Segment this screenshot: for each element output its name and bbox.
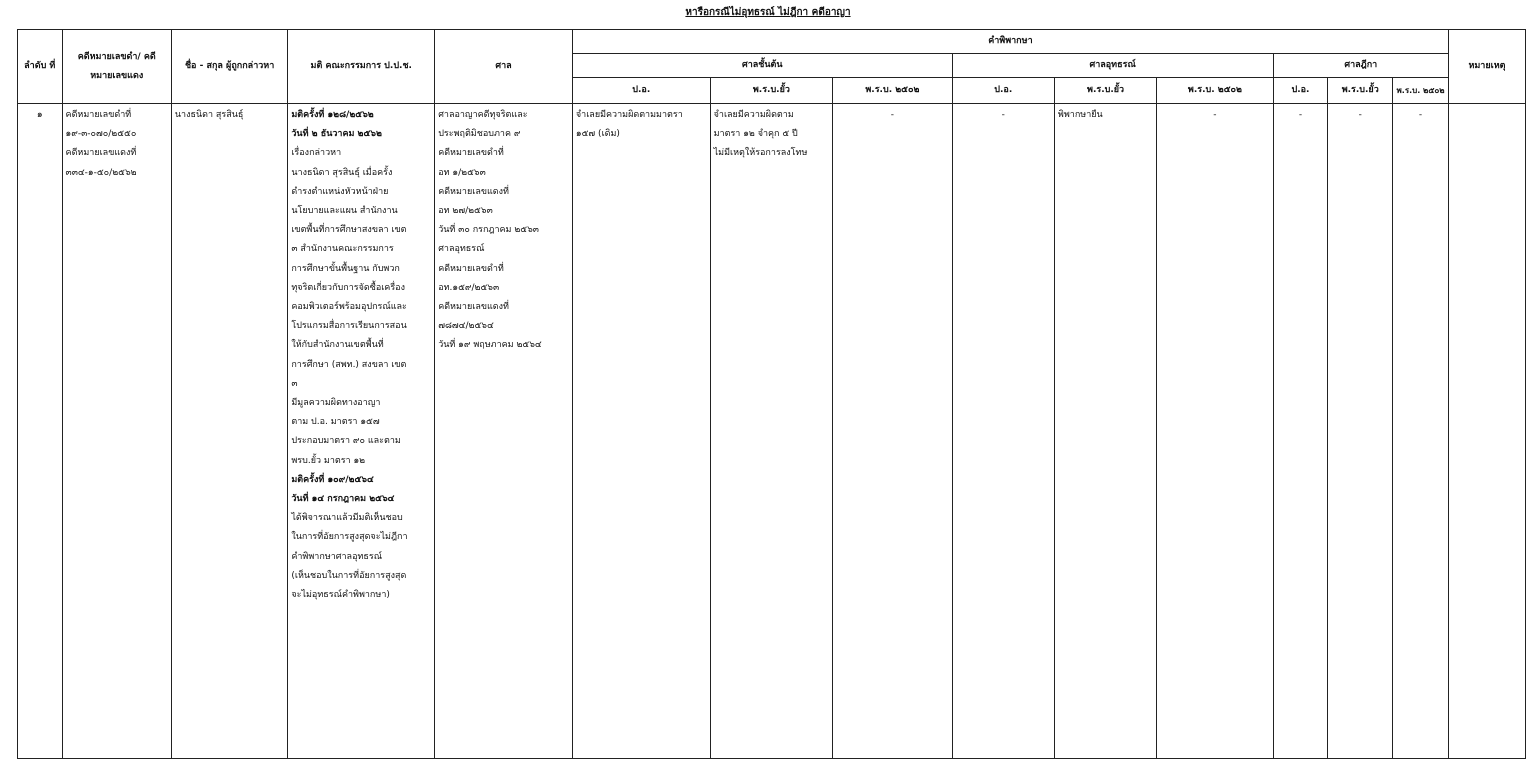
case-line: ๓๓๔-๑-๕๐/๒๕๖๒	[65, 167, 137, 178]
header-appeal-court: ศาลอุทธรณ์	[952, 54, 1273, 78]
court-line: คดีหมายเลขแดงที่	[438, 302, 509, 313]
case-line: คดีหมายเลขแดงที่	[65, 148, 137, 159]
court-line: ศาลอาญาคดีทุจริตและ	[438, 110, 528, 120]
document-title: หารือกรณีไม่อุทธรณ์ ไม่ฎีกา คดีอาญา	[685, 7, 851, 18]
court-line: ประพฤติมิชอบภาค ๙	[438, 129, 521, 140]
cell-court	[435, 104, 573, 759]
resolution-line: ทุจริตเกี่ยวกับการจัดซื้อเครื่อง	[291, 282, 405, 293]
resolution-line: พรบ.ยั้ว มาตรา ๑๒	[291, 455, 366, 466]
header-resolution: มติ คณะกรรมการ ป.ป.ช.	[288, 30, 435, 104]
resolution-line: มติครั้งที่ ๑๐๙/๒๕๖๔	[291, 474, 374, 485]
header-appeal-2502: พ.ร.บ. ๒๕๐๒	[1157, 78, 1273, 104]
header-first-pa: ป.อ.	[572, 78, 710, 104]
court-line: ๗๘๗๔/๒๕๖๔	[438, 321, 494, 332]
header-court: ศาล	[435, 30, 573, 104]
cell-name: นางธนิดา สุรสินธุ์	[171, 104, 287, 759]
header-no: ลำดับ ที่	[18, 30, 63, 104]
cell-appeal-pa: -	[952, 104, 1054, 759]
header-first-court: ศาลชั้นต้น	[572, 54, 952, 78]
header-supreme-pa: ป.อ.	[1273, 78, 1328, 104]
resolution-line: เขตพื้นที่การศึกษาสงขลา เขต	[291, 225, 407, 236]
resolution-line: วันที่ ๑๔ กรกฎาคม ๒๕๖๔	[291, 494, 395, 505]
first-act-line: จำเลยมีความผิดตาม	[713, 110, 794, 120]
cell-first-act	[710, 104, 833, 759]
resolution-line: ประกอบมาตรา ๙๐ และตาม	[291, 436, 401, 447]
court-line: ศาลอุทธรณ์	[438, 244, 485, 255]
resolution-line: การศึกษา (สพท.) สงขลา เขต	[291, 359, 407, 370]
header-appeal-pa: ป.อ.	[952, 78, 1054, 104]
header-name: ชื่อ - สกุล ผู้ถูกกล่าวหา	[171, 30, 287, 104]
resolution-line: ๓	[291, 378, 298, 389]
resolution-line: ให้กับสำนักงานเขตพื้นที่	[291, 340, 384, 351]
court-line: คดีหมายเลขดำที่	[438, 263, 504, 274]
header-supreme-court: ศาลฎีกา	[1273, 54, 1448, 78]
resolution-line: เรื่องกล่าวหา	[291, 148, 342, 159]
header-first-act: พ.ร.บ.ยั้ว	[710, 78, 833, 104]
case-line: ๑๙-๓-๐๗๐/๒๕๕๐	[65, 129, 137, 140]
cell-supreme-act: -	[1328, 104, 1393, 759]
case-table	[17, 29, 1526, 759]
cell-first-pa	[572, 104, 710, 759]
resolution-line: มีมูลความผิดทางอาญา	[291, 398, 381, 409]
cell-case-no	[62, 104, 171, 759]
header-appeal-act: พ.ร.บ.ยั้ว	[1054, 78, 1156, 104]
header-remarks: หมายเหตุ	[1448, 30, 1525, 104]
court-line: วันที่ ๓๐ กรกฎาคม ๒๕๖๓	[438, 225, 539, 236]
resolution-line: โปรแกรมสื่อการเรียนการสอน	[291, 321, 407, 332]
cell-appeal-2502: -	[1157, 104, 1273, 759]
court-line: คดีหมายเลขดำที่	[438, 148, 504, 159]
first-act-line: ไม่มีเหตุให้รอการลงโทษ	[713, 148, 808, 159]
header-supreme-2502: พ.ร.บ. ๒๕๐๒	[1393, 78, 1449, 104]
first-pa-line: จำเลยมีความผิดตามมาตรา	[575, 110, 683, 120]
header-supreme-act: พ.ร.บ.ยั้ว	[1328, 78, 1393, 104]
cell-appeal-act: พิพากษายืน	[1054, 104, 1156, 759]
resolution-line: ตาม ป.อ. มาตรา ๑๕๗	[291, 417, 380, 428]
resolution-line: ๓ สำนักงานคณะกรรมการ	[291, 244, 394, 255]
resolution-line: วันที่ ๒ ธันวาคม ๒๕๖๒	[291, 129, 382, 140]
resolution-line: ได้พิจารณาแล้วมีมติเห็นชอบ	[291, 513, 403, 524]
cell-supreme-2502: -	[1393, 104, 1449, 759]
resolution-line: คำพิพากษาศาลอุทธรณ์	[291, 551, 383, 562]
cell-first-2502: -	[833, 104, 952, 759]
header-judgment: คำพิพากษา	[572, 30, 1448, 54]
header-first-2502: พ.ร.บ. ๒๕๐๒	[833, 78, 952, 104]
court-line: อท.๑๕๙/๒๕๖๓	[438, 282, 500, 293]
resolution-line: (เห็นชอบในการที่อัยการสูงสุด	[291, 570, 407, 581]
resolution-line: มติครั้งที่ ๑๒๘/๒๕๖๒	[291, 110, 374, 120]
case-line: คดีหมายเลขดำที่	[65, 110, 132, 120]
court-line: อท ๒๗/๒๕๖๓	[438, 206, 493, 217]
court-line: คดีหมายเลขแดงที่	[438, 186, 509, 197]
resolution-line: ในการที่อัยการสูงสุดจะไม่ฎีกา	[291, 532, 408, 543]
cell-supreme-pa: -	[1273, 104, 1328, 759]
first-pa-line: ๑๕๗ (เดิม)	[575, 129, 620, 140]
table-row	[18, 104, 1526, 759]
resolution-line: จะไม่อุทธรณ์คำพิพากษา)	[291, 590, 390, 601]
court-line: วันที่ ๑๙ พฤษภาคม ๒๕๖๔	[438, 340, 542, 351]
resolution-line: การศึกษาขั้นพื้นฐาน กับพวก	[291, 263, 400, 274]
cell-remarks	[1448, 104, 1525, 759]
header-case-no: คดีหมายเลขดำ/ คดีหมายเลขแดง	[62, 30, 171, 104]
cell-resolution	[288, 104, 435, 759]
resolution-line: ดำรงตำแหน่งหัวหน้าฝ่าย	[291, 186, 389, 197]
resolution-line: นโยบายและแผน สำนักงาน	[291, 206, 398, 217]
cell-no: ๑	[18, 104, 63, 759]
resolution-line: นางธนิดา สุรสินธุ์ เมื่อครั้ง	[291, 167, 393, 178]
resolution-line: คอมพิวเตอร์พร้อมอุปกรณ์และ	[291, 302, 407, 313]
court-line: อท ๑/๒๕๖๓	[438, 167, 486, 178]
first-act-line: มาตรา ๑๒ จำคุก ๕ ปี	[713, 129, 798, 140]
